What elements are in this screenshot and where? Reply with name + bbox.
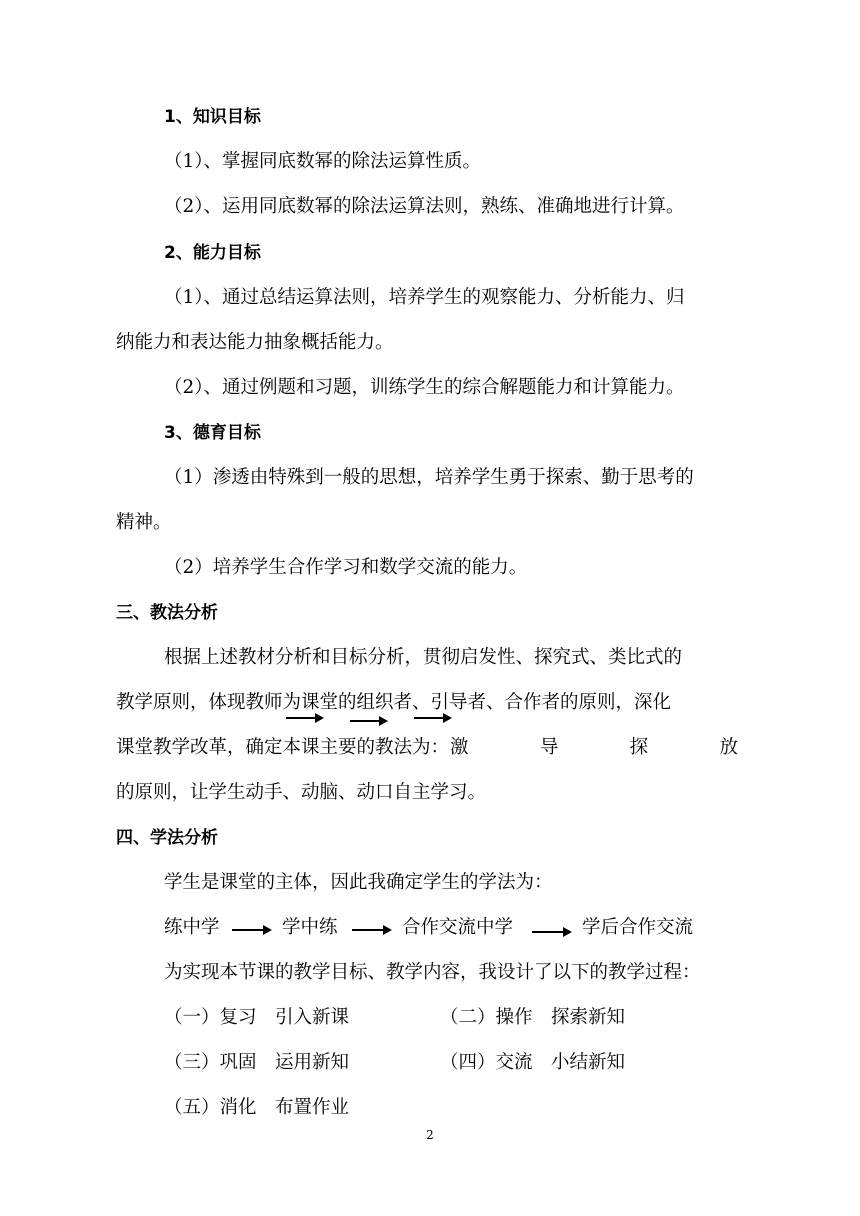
moral-goal-heading: 3、德育目标 [164,423,261,443]
method-step: 放 [719,737,738,758]
knowledge-goal-item-2: （2）、运用同底数幂的除法运算法则，熟练、准确地进行计算。 [164,196,685,217]
process-step-4: （四）交流 小结新知 [440,1052,626,1073]
method-arrow-icon [414,717,450,719]
ability-goal-item-1: （1）、通过总结运算法则，培养学生的观察能力、分析能力、归 [164,287,685,308]
ability-goal-item-1-cont: 纳能力和表达能力抽象概括能力。 [116,332,394,353]
teaching-method-heading: 三、教法分析 [116,603,218,623]
ability-goal-item-2: （2）、通过例题和习题，训练学生的综合解题能力和计算能力。 [164,377,685,398]
method-step: 激 [450,737,469,758]
flow-arrow-icon [532,931,570,933]
ability-goal-heading: 2、能力目标 [164,243,261,263]
process-intro: 为实现本节课的教学目标、教学内容，我设计了以下的教学过程： [164,962,701,983]
teaching-method-line-4: 的原则，让学生动手、动脑、动口自主学习。 [116,782,487,803]
flow-arrow-icon [352,929,390,931]
flow-step: 学后合作交流 [582,917,694,938]
method-steps [450,735,738,761]
flow-arrow-icon [232,929,270,931]
flow-step: 练中学 [164,917,220,938]
knowledge-goal-heading: 1、知识目标 [164,107,261,127]
method-step: 探 [629,737,649,758]
teaching-method-line-1: 根据上述教材分析和目标分析，贯彻启发性、探究式、类比式的 [164,647,683,668]
learning-method-intro: 学生是课堂的主体，因此我确定学生的学法为： [164,872,553,893]
knowledge-goal-item-1: （1）、掌握同底数幂的除法运算性质。 [164,151,482,172]
moral-goal-item-1-cont: 精神。 [116,512,172,533]
flow-step: 合作交流中学 [402,917,514,938]
learning-method-heading: 四、学法分析 [116,828,218,848]
moral-goal-item-1: （1）渗透由特殊到一般的思想，培养学生勇于探索、勤于思考的 [164,467,694,488]
process-step-2: （二）操作 探索新知 [440,1007,626,1028]
teaching-method-line-2: 教学原则，体现教师为课堂的组织者、引导者、合作者的原则，深化 [116,692,672,713]
teaching-method-line-3: 课堂教学改革，确定本课主要的教法为： [116,737,450,758]
flow-step: 学中练 [282,917,338,938]
process-step-5: （五）消化 布置作业 [164,1097,350,1118]
process-step-1: （一）复习 引入新课 [164,1007,350,1028]
moral-goal-item-2: （2）培养学生合作学习和数学交流的能力。 [164,557,528,578]
process-step-3: （三）巩固 运用新知 [164,1052,350,1073]
method-arrow-icon [286,717,322,719]
page-number: 2 [426,1128,434,1142]
method-arrow-icon [350,720,386,722]
method-step: 导 [539,737,559,758]
